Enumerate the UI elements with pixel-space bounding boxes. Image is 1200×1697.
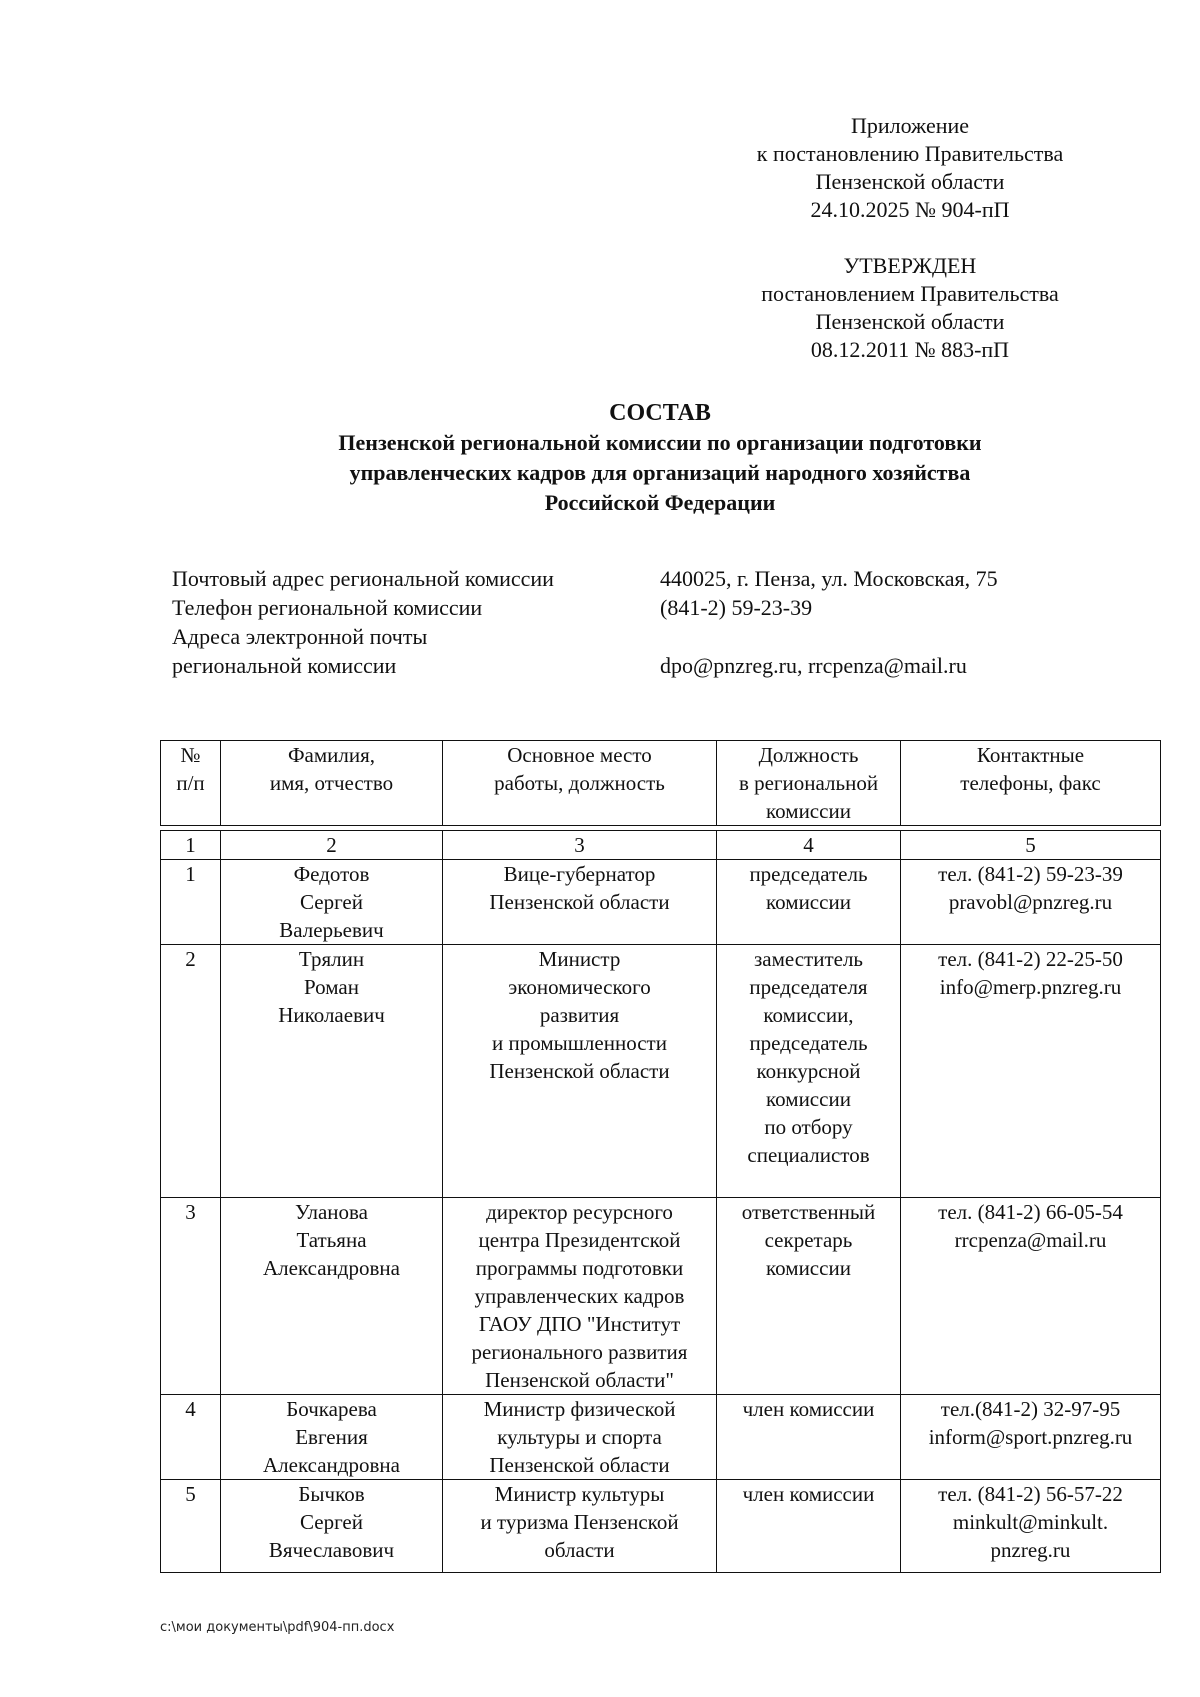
role-line: секретарь (764, 1228, 853, 1252)
name-line: Сергей (300, 890, 363, 914)
title-line: Пензенской региональной комиссии по организации подготовки (338, 430, 982, 455)
role-line: комиссии, (763, 1003, 854, 1027)
work-line: и промышленности (492, 1031, 667, 1055)
row-num: 2 (161, 945, 221, 1198)
row-num: 5 (161, 1480, 221, 1573)
contact-line: тел.(841-2) 32-97-95 (940, 1397, 1121, 1421)
column-number: 3 (443, 831, 717, 860)
phone-label: Телефон региональной комиссии (172, 595, 483, 620)
work-line: Министр культуры (494, 1482, 665, 1506)
work-line: ГАОУ ДПО "Институт (478, 1312, 681, 1336)
member-role (717, 1480, 901, 1573)
name-line: Валерьевич (279, 918, 384, 942)
column-number: 1 (161, 831, 221, 860)
work-line: Пензенской области (489, 1453, 670, 1477)
member-role (717, 1395, 901, 1480)
work-line: области (544, 1538, 615, 1562)
name-line: Роман (304, 975, 359, 999)
work-line: управленческих кадров (474, 1284, 685, 1308)
contact-line: тел. (841-2) 22-25-50 (938, 947, 1123, 971)
header-cell-num (161, 741, 221, 826)
table-row (161, 1198, 1161, 1395)
document-title (160, 398, 1160, 518)
work-line: экономического (508, 975, 651, 999)
role-line: ответственный (741, 1200, 876, 1224)
contact-line: rrcpenza@mail.ru (954, 1228, 1107, 1252)
role-line: член комиссии (742, 1482, 875, 1506)
members-table (160, 740, 1161, 1573)
member-role (717, 860, 901, 945)
role-line: заместитель (753, 947, 864, 971)
table-row (161, 945, 1161, 1198)
cell-padding (905, 1564, 1156, 1572)
member-name (221, 945, 443, 1198)
column-number: 5 (901, 831, 1161, 860)
work-line: и туризма Пензенской (480, 1510, 679, 1534)
name-line: Бочкарева (286, 1397, 377, 1421)
column-number-row (161, 831, 1161, 860)
role-line: председатель (749, 1031, 868, 1055)
contact-line: тел. (841-2) 59-23-39 (938, 862, 1123, 886)
header-cell-work (443, 741, 717, 826)
title-line: Российской Федерации (544, 490, 776, 515)
cell-padding (721, 1169, 896, 1197)
name-line: Евгения (295, 1425, 368, 1449)
header-text: работы, должность (494, 771, 665, 795)
name-line: Трялин (298, 947, 365, 971)
name-line: Александровна (263, 1256, 400, 1280)
member-work (443, 1480, 717, 1573)
column-number: 2 (221, 831, 443, 860)
member-contact (901, 860, 1161, 945)
work-line: Пензенской области (489, 1059, 670, 1083)
role-line: комиссии (766, 1256, 851, 1280)
member-contact (901, 1395, 1161, 1480)
role-line: комиссии (766, 1087, 851, 1111)
work-line: Вице-губернатор (503, 862, 656, 886)
header-text: Должность (758, 743, 859, 767)
role-line: комиссии (766, 890, 851, 914)
email-label-2: региональной комиссии (172, 653, 397, 678)
contact-line: minkult@minkult. (952, 1510, 1109, 1534)
member-work (443, 945, 717, 1198)
role-line: специалистов (747, 1143, 870, 1167)
title-line: управленческих кадров для организаций народного хозяйства (349, 460, 971, 485)
contact-line: info@merp.pnzreg.ru (939, 975, 1122, 999)
contact-line: inform@sport.pnzreg.ru (928, 1425, 1133, 1449)
work-line: Министр физической (483, 1397, 676, 1421)
name-line: Бычков (298, 1482, 365, 1506)
approved-line: постановлением Правительства (761, 281, 1059, 306)
role-line: председатель (749, 862, 868, 886)
postal-value: 440025, г. Пенза, ул. Московская, 75 (660, 566, 998, 591)
member-work (443, 1198, 717, 1395)
approved-line: 08.12.2011 № 883-пП (810, 337, 1010, 362)
work-line: Министр (538, 947, 621, 971)
appendix-line: 24.10.2025 № 904-пП (810, 197, 1010, 222)
appendix-line: к постановлению Правительства (756, 141, 1064, 166)
header-cell-role (717, 741, 901, 826)
table-header-row (161, 741, 1161, 826)
work-line: директор ресурсного (486, 1200, 673, 1224)
name-line: Татьяна (296, 1228, 367, 1252)
member-name (221, 1395, 443, 1480)
member-contact (901, 945, 1161, 1198)
contact-line: pnzreg.ru (990, 1538, 1071, 1562)
header-text: телефоны, факс (960, 771, 1101, 795)
header-text: № (180, 743, 201, 767)
member-contact (901, 1480, 1161, 1573)
work-line: регионального развития (471, 1340, 688, 1364)
role-line: конкурсной (756, 1059, 861, 1083)
header-text: Основное место (507, 743, 652, 767)
approved-line: УТВЕРЖДЕН (843, 253, 977, 278)
work-line: программы подготовки (475, 1256, 684, 1280)
name-line: Вячеславович (268, 1538, 395, 1562)
phone-value: (841-2) 59-23-39 (660, 595, 813, 620)
appendix-line: Приложение (850, 113, 970, 138)
role-line: председателя (749, 975, 868, 999)
member-role (717, 945, 901, 1198)
member-work (443, 1395, 717, 1480)
member-name (221, 860, 443, 945)
title-main: СОСТАВ (609, 400, 711, 426)
header-cell-contact (901, 741, 1161, 826)
member-name (221, 1198, 443, 1395)
member-contact (901, 1198, 1161, 1395)
role-line: по отбору (764, 1115, 853, 1139)
header-text: п/п (176, 771, 205, 795)
postal-label: Почтовый адрес региональной комиссии (172, 566, 554, 591)
header-cell-name (221, 741, 443, 826)
header-text: имя, отчество (269, 771, 394, 795)
work-line: развития (539, 1003, 620, 1027)
name-line: Николаевич (278, 1003, 385, 1027)
header-text: комиссии (766, 799, 851, 823)
header-text: Фамилия, (287, 743, 376, 767)
role-line: член комиссии (742, 1397, 875, 1421)
email-label-1: Адреса электронной почты (172, 624, 428, 649)
member-role (717, 1198, 901, 1395)
email-value: dpo@pnzreg.ru, rrcpenza@mail.ru (660, 653, 967, 678)
work-line: центра Президентской (478, 1228, 681, 1252)
table-row (161, 1480, 1161, 1573)
contact-line: тел. (841-2) 56-57-22 (938, 1482, 1123, 1506)
approved-line: Пензенской области (815, 309, 1005, 334)
contact-line: pravobl@pnzreg.ru (948, 890, 1113, 914)
work-line: культуры и спорта (497, 1425, 662, 1449)
row-num: 1 (161, 860, 221, 945)
column-number: 4 (717, 831, 901, 860)
name-line: Александровна (263, 1453, 400, 1477)
row-num: 4 (161, 1395, 221, 1480)
contact-line: тел. (841-2) 66-05-54 (938, 1200, 1123, 1224)
row-num: 3 (161, 1198, 221, 1395)
work-line: Пензенской области (489, 890, 670, 914)
appendix-block (700, 112, 1120, 224)
name-line: Федотов (293, 862, 370, 886)
table-row (161, 860, 1161, 945)
name-line: Уланова (295, 1200, 368, 1224)
header-text: Контактные (976, 743, 1085, 767)
member-work (443, 860, 717, 945)
appendix-line: Пензенской области (815, 169, 1005, 194)
name-line: Сергей (300, 1510, 363, 1534)
header-text: в региональной (738, 771, 879, 795)
work-line: Пензенской области" (485, 1368, 674, 1392)
approved-block (700, 252, 1120, 364)
file-path-footer: c:\мои документы\pdf\904-пп.docx (160, 1620, 395, 1635)
member-name (221, 1480, 443, 1573)
table-row (161, 1395, 1161, 1480)
